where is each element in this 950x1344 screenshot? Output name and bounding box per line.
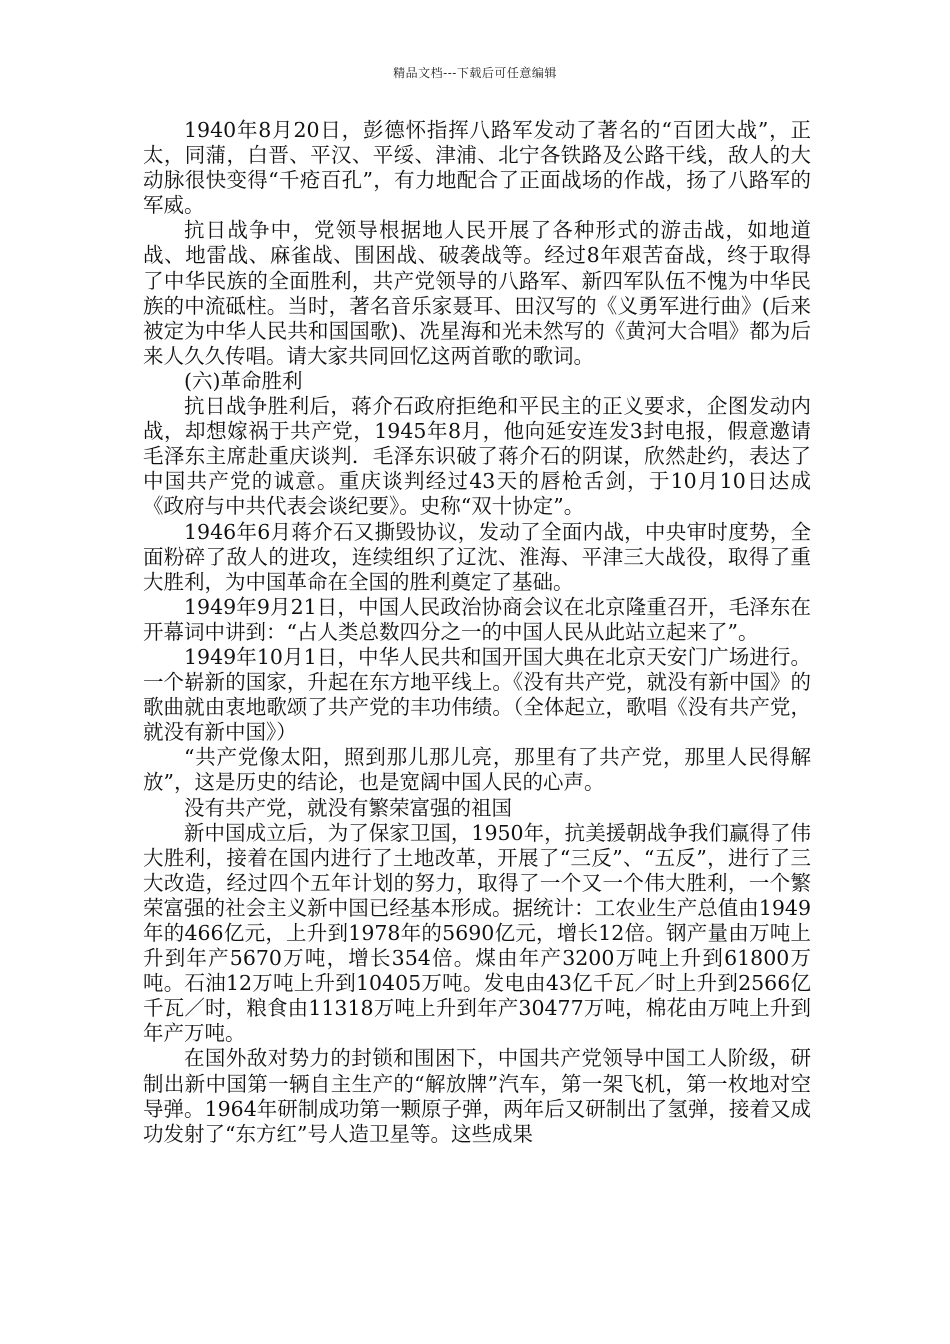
paragraph-song-lyrics: “共产党像太阳，照到那儿那儿亮，那里有了共产党，那里人民得解放”，这是历史的结论，也是宽阔中国人民的心声。 bbox=[143, 745, 811, 795]
paragraph-chongqing-negotiation: 抗日战争胜利后，蒋介石政府拒绝和平民主的正义要求，企图发动内战，却想嫁祸于共产党，1945年8月，他向延安连发3封电报，假意邀请毛泽东主席赴重庆谈判．毛泽东识破了蒋介石的阴谋，欣然赴约，表达了中国共产党的诚意。重庆谈判经过43天的唇枪舌剑，于10月10日达成《政府与中共代表会谈纪要》。史称“双十协定”。 bbox=[143, 394, 811, 519]
document-body bbox=[143, 118, 811, 1147]
section-heading-prosperous-motherland: 没有共产党，就没有繁荣富强的祖国 bbox=[184, 795, 512, 820]
paragraph-hundred-regiments: 1940年8月20日，彭德怀指挥八路军发动了著名的“百团大战”，正太，同蒲，白晋、平汉、平绥、津浦、北宁各铁路及公路干线，敌人的大动脉很快变得“千疮百孔”，有力地配合了正面战场的作战，扬了八路军的军威。 bbox=[143, 118, 811, 218]
paragraph-statistics: 新中国成立后，为了保家卫国，1950年，抗美援朝战争我们赢得了伟大胜利，接着在国内进行了土地改革，开展了“三反”、“五反”，进行了三大改造，经过四个五年计划的努力，取得了一个又一个伟大胜利，一个繁荣富强的社会主义新中国已经基本形成。据统计：工农业生产总值由1949年的466亿元，上升到1978年的5690亿元，增长12倍。钢产量由万吨上升到年产5670万吨，增长354倍。煤由年产3200万吨上升到61800万吨。石油12万吨上升到10405万吨。发电由43亿千瓦／时上升到2566亿千瓦／时，粮食由11318万吨上升到年产30477万吨，棉花由万吨上升到年产万吨。 bbox=[143, 820, 811, 1046]
paragraph-guerrilla-warfare: 抗日战争中，党领导根据地人民开展了各种形式的游击战，如地道战、地雷战、麻雀战、围困战、破袭战等。经过8年艰苦奋战，终于取得了中华民族的全面胜利，共产党领导的八路军、新四军队伍不愧为中华民族的中流砥柱。当时，著名音乐家聂耳、田汉写的《义勇军进行曲》(后来被定为中华人民共和国国歌)、冼星海和光未然写的《黄河大合唱》都为后来人久久传唱。请大家共同回忆这两首歌的歌词。 bbox=[143, 218, 811, 368]
paragraph-three-campaigns: 1946年6月蒋介石又撕毁协议，发动了全面内战，中央审时度势，全面粉碎了敌人的进攻，连续组织了辽沈、淮海、平津三大战役，取得了重大胜利，为中国革命在全国的胜利奠定了基础。 bbox=[143, 519, 811, 594]
page-header: 精品文档---下载后可任意编辑 bbox=[393, 66, 557, 80]
paragraph-founding-ceremony: 1949年10月1日，中华人民共和国开国大典在北京天安门广场进行。一个崭新的国家，升起在东方地平线上。《没有共产党，就没有新中国》的歌曲就由衷地歌颂了共产党的丰功伟绩。（全体起立，歌唱《没有共产党，就没有新中国》） bbox=[143, 644, 811, 745]
section-heading-revolution-victory: (六)革命胜利 bbox=[184, 368, 303, 393]
paragraph-cppcc-1949: 1949年9月21日，中国人民政治协商会议在北京隆重召开，毛泽东在开幕词中讲到：“占人类总数四分之一的中国人民从此站立起来了”。 bbox=[143, 594, 811, 644]
paragraph-achievements: 在国外敌对势力的封锁和围困下，中国共产党领导中国工人阶级，研制出新中国第一辆自主生产的“解放牌”汽车，第一架飞机，第一枚地对空导弹。1964年研制成功第一颗原子弹，两年后又研制出了氢弹，接着又成功发射了“东方红”号人造卫星等。这些成果 bbox=[143, 1046, 811, 1146]
